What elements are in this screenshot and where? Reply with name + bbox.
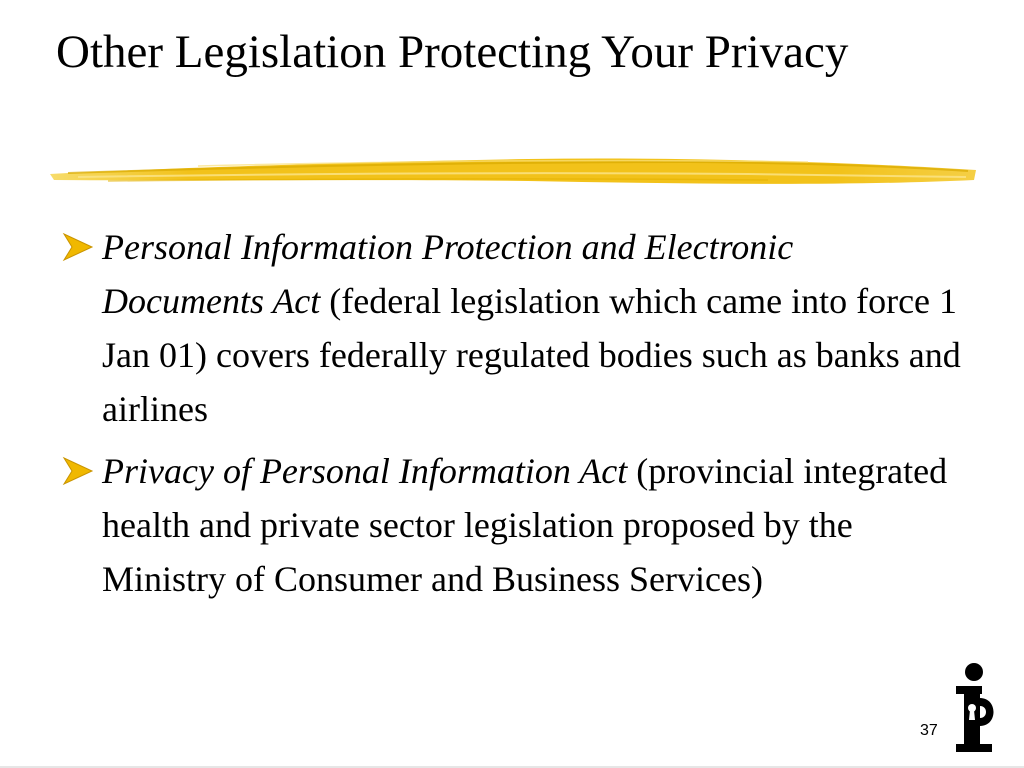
bullet-item-pipeda	[62, 220, 962, 436]
title-underline-brush-stroke	[48, 150, 978, 194]
arrow-bullet-icon	[62, 456, 94, 486]
act-name: Privacy of Personal Information Act	[102, 451, 628, 491]
slide-title: Other Legislation Protecting Your Privacy	[56, 26, 849, 78]
page-number: 37	[920, 722, 938, 739]
bullet-list	[62, 220, 962, 614]
privacy-commissioner-logo-icon	[952, 662, 996, 756]
act-name: Personal Information Protection and Electronic Documents Act	[102, 227, 794, 321]
bullet-item-ppia	[62, 444, 962, 606]
act-description: (provincial integrated health and private sector legislation proposed by the Ministry of Consumer and Business Services)	[102, 451, 948, 599]
arrow-bullet-icon	[62, 232, 94, 262]
act-description: (federal legislation which came into force 1 Jan 01) covers federally regulated bodies such as banks and airlines	[102, 281, 961, 429]
